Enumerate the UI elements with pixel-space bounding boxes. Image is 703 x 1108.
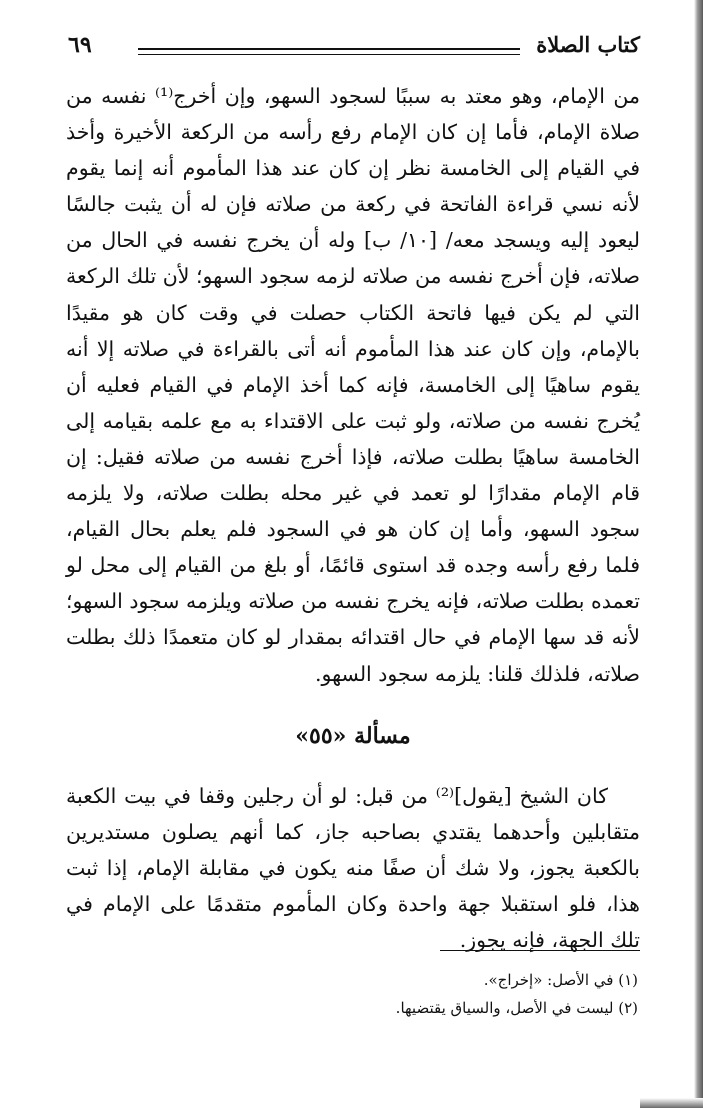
- running-title: كتاب الصلاة: [536, 32, 640, 57]
- footnote-separator: [440, 950, 640, 951]
- page-corner-shadow: [640, 1098, 703, 1108]
- body-paragraph-1: من الإمام، وهو معتد به سببًا لسجود السهو، وإن أخرج⁽¹⁾ نفسه من صلاة الإمام، فأما إن كان الإمام رفع رأسه من الركعة الأخيرة وأخذ في القيام إلى الخامسة نظر إن كان عند هذا المأموم أنه إنما يقوم لأنه نسي قراءة الفاتحة في ركعة من صلاته فإن له أن يثبت جالسًا ليعود إليه ويسجد معه/ [١٠/ ب] وله أن يخرج نفسه في الحال من صلاته، فإن أخرج نفسه من صلاته لزمه سجود السهو؛ لأن تلك الركعة التي لم يكن فيها فاتحة الكتاب حصلت في وقت كان هو مقيدًا بالإمام، وإن كان عند هذا المأموم أنه أتى بالقراءة في صلاته إلا أنه يقوم ساهيًا إلى الخامسة، فإنه كما أخذ الإمام في القيام فعليه أن يُخرج نفسه من صلاته، ولو ثبت على الاقتداء به مع علمه بقيامه إلى الخامسة ساهيًا بطلت صلاته، فإذا أخرج نفسه من صلاته فقيل: إن قام الإمام مقدارًا لو تعمد في غير محله بطلت صلاته، ولا يلزمه سجود السهو، وأما إن كان هو في السجود فلم يعلم بحال القيام، فلما رفع رأسه وجده قد استوى قائمًا، أو بلغ من القيام إلى محل لو تعمده بطلت صلاته، فإنه يخرج نفسه من صلاته ويلزمه سجود السهو؛ لأنه قد سها الإمام في حال اقتدائه بمقدار لو كان متعمدًا ذلك بطلت صلاته، فلذلك قلنا: يلزمه سجود السهو.: [66, 84, 640, 686]
- footnote-1: (١) في الأصل: «إخراج».: [483, 971, 638, 989]
- page-edge-shadow: [694, 0, 703, 1108]
- footnotes: [66, 966, 640, 1022]
- footnote-2: (٢) ليست في الأصل، والسياق يقتضيها.: [395, 999, 638, 1017]
- page-header: [60, 26, 640, 70]
- main-text: [66, 78, 640, 958]
- header-rule: [138, 48, 520, 50]
- body-paragraph-2: كان الشيخ [يقول]⁽²⁾ من قبل: لو أن رجلين وقفا في بيت الكعبة متقابلين وأحدهما يقتدي بصاحبه جاز، كما أنهم يصلون مستديرين بالكعبة يجوز، ولا شك أن صفًا منه يكون في مقابلة الإمام، إذا ثبت هذا، فلو استقبلا جهة واحدة وكان المأموم متقدمًا على الإمام في تلك الجهة، فإنه يجوز.: [66, 783, 640, 953]
- section-heading: مسألة «٥٥»: [295, 722, 411, 749]
- header-rule-thin: [138, 54, 520, 55]
- page-number: ٦٩: [68, 32, 92, 58]
